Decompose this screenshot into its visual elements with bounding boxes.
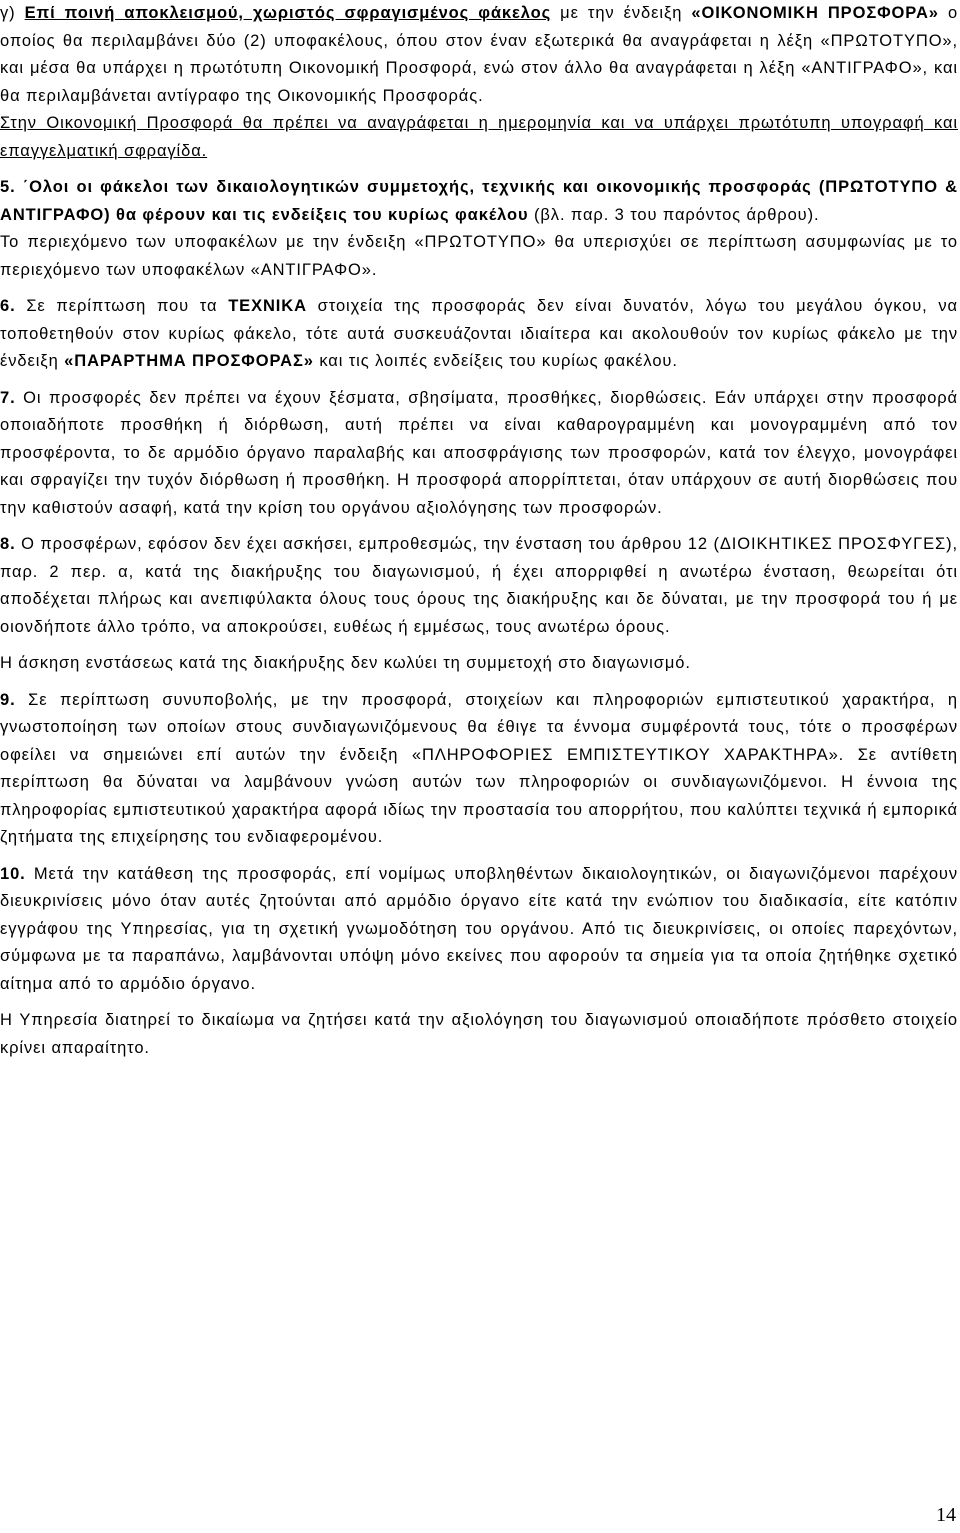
paragraph-8-objection: Η άσκηση ενστάσεως κατά της διακήρυξης δεν κωλύει τη συμμετοχή στο διαγωνισμό.	[0, 654, 691, 672]
paragraph-7: 7. Οι προσφορές δεν πρέπει να έχουν ξέσματα, σβησίματα, προσθήκες, διορθώσεις. Εάν υπάρχει στην προσφορά οποιαδήποτε προσθήκη ή διόρθωση, αυτή πρέπει να είναι καθαρογραμμένη και μονογραμμένη από τον προσφέροντα, το δε αρμόδιο όργανο παραλαβής και αποσφράγισης των προσφορών, κατά τον έλεγχο, μονογράφει και σφραγίζει την τυχόν διόρθωση ή προσθήκη. Η προσφορά απορρίπτεται, όταν υπάρχουν σε αυτή διορθώσεις που την καθιστούν ασαφή, κατά την κρίση του οργάνου αξιολόγησης των προσφορών.	[0, 388, 958, 517]
item-number-10: 10.	[0, 864, 26, 883]
paragraph-g: γ) Επί ποινή αποκλεισμού, χωριστός σφραγισμένος φάκελος με την ένδειξη «ΟΙΚΟΝΟΜΙΚΗ ΠΡΟΣΦΟΡΑ» ο οποίος θα περιλαμβάνει δύο (2) υποφακέλους, όπου στον έναν εξωτερικά θα αναγράφεται η λέξη «ΠΡΩΤΟΤΥΠΟ», και μέσα θα υπάρχει η πρωτότυπη Οικονομική Προσφορά, ενώ στον άλλο θα αναγράφεται η λέξη «ΑΝΤΙΓΡΑΦΟ», και θα περιλαμβάνεται αντίγραφο της Οικονομικής Προσφοράς.	[0, 4, 959, 105]
item-number-7: 7.	[0, 388, 16, 407]
paragraph-signature-requirement: Στην Οικονομική Προσφορά θα πρέπει να αναγράφεται η ημερομηνία και να υπάρχει πρωτότυπη υπογραφή και επαγγελματική σφραγίδα.	[0, 114, 958, 160]
item-number-9: 9.	[0, 690, 16, 709]
paragraph-5-original-precedence: Το περιεχόμενο των υποφακέλων με την ένδειξη «ΠΡΩΤΟΤΥΠΟ» θα υπερισχύει σε περίπτωση ασυμφωνίας με το περιεχόμενο των υποφακέλων «ΑΝΤΙΓΡΑΦΟ».	[0, 233, 958, 279]
paragraph-6: 6. Σε περίπτωση που τα ΤΕΧΝΙΚΑ στοιχεία της προσφοράς δεν είναι δυνατόν, λόγω του μεγάλου όγκου, να τοποθετηθούν στον κυρίως φάκελο, τότε αυτά συσκευάζονται ιδιαίτερα και ακολουθούν τον κυρίως φάκελο με την ένδειξη «ΠΑΡΑΡΤΗΜΑ ΠΡΟΣΦΟΡΑΣ» και τις λοιπές ενδείξεις του κυρίως φακέλου.	[0, 297, 958, 370]
envelopes-clause: ΄Ολοι οι φάκελοι των δικαιολογητικών συμμετοχής, τεχνικής και οικονομικής προσφοράς (ΠΡΩΤΟΤΥΠΟ & ΑΝΤΙΓΡΑΦΟ) θα φέρουν και τις ενδείξεις του κυρίως φακέλου	[0, 178, 958, 224]
paragraph-10-service-right: Η Υπηρεσία διατηρεί το δικαίωμα να ζητήσει κατά την αξιολόγηση του διαγωνισμού οποιαδήποτε πρόσθετο στοιχείο κρίνει απαραίτητο.	[0, 1011, 958, 1057]
offer-annex-label: «ΠΑΡΑΡΤΗΜΑ ΠΡΟΣΦΟΡΑΣ»	[64, 352, 314, 370]
paragraph-9: 9. Σε περίπτωση συνυποβολής, με την προσφορά, στοιχείων και πληροφοριών εμπιστευτικού χαρακτήρα, η γνωστοποίηση των οποίων στους συνδιαγωνιζόμενους θα έθιγε τα έννομα συμφέροντά τους, τότε ο προσφέρων οφείλει να σημειώνει επί αυτών την ένδειξη «ΠΛΗΡΟΦΟΡΙΕΣ ΕΜΠΙΣΤΕΥΤΙΚΟΥ ΧΑΡΑΚΤΗΡΑ». Σε αντίθετη περίπτωση θα δύναται να λαμβάνουν γνώση αυτών των πληροφοριών οι συνδιαγωνιζόμενοι. Η έννοια της πληροφορίας εμπιστευτικού χαρακτήρα αφορά ιδίως την προστασία του απορρήτου, που καλύπτει τεχνικά ή εμπορικά ζητήματα της επιχείρησης του ενδιαφερομένου.	[0, 690, 958, 846]
item-marker-g: γ)	[0, 4, 25, 22]
paragraph-8: 8. Ο προσφέρων, εφόσον δεν έχει ασκήσει, εμπροθεσμώς, την ένσταση του άρθρου 12 (ΔΙΟΙΚΗΤΙΚΕΣ ΠΡΟΣΦΥΓΕΣ), παρ. 2 περ. α, κατά της διακήρυξης του διαγωνισμού, ή έχει απορριφθεί η ανωτέρω ένσταση, θεωρείται ότι αποδέχεται πλήρως και ανεπιφύλακτα όλους τους όρους της διακήρυξης και δε δύναται, με την προσφορά του ή με οιονδήποτε άλλο τρόπο, να αποκρούσει, ευθέως ή εμμέσως, τους ανωτέρω όρους.	[0, 535, 958, 636]
paragraph-5: 5. ΄Ολοι οι φάκελοι των δικαιολογητικών συμμετοχής, τεχνικής και οικονομικής προσφοράς (ΠΡΩΤΟΤΥΠΟ & ΑΝΤΙΓΡΑΦΟ) θα φέρουν και τις ενδείξεις του κυρίως φακέλου (βλ. παρ. 3 του παρόντος άρθρου).	[0, 178, 958, 224]
item-number-6: 6.	[0, 297, 16, 315]
technical-label: ΤΕΧΝΙΚΑ	[228, 297, 307, 315]
paragraph-10: 10. Μετά την κατάθεση της προσφοράς, επί νομίμως υποβληθέντων δικαιολογητικών, οι διαγωνιζόμενοι παρέχουν διευκρινίσεις μόνο όταν αυτές ζητούνται από αρμόδιο όργανο είτε κατά την ενώπιον του διαδικασία, είτε κατόπιν εγγράφου της Υπηρεσίας, για τη σχετική γνωμοδότηση του οργάνου. Από τις διευκρινίσεις, οι οποίες παρεχόντων, σύμφωνα με τα παραπάνω, λαμβάνονται υπόψη μόνο εκείνες που αφορούν τα σημεία για τα οποία ζητήθηκε σχετικό αίτημα από το αρμόδιο όργανο.	[0, 864, 958, 993]
item-number-5: 5.	[0, 178, 16, 196]
financial-offer-label: «ΟΙΚΟΝΟΜΙΚΗ ΠΡΟΣΦΟΡΑ»	[691, 4, 939, 22]
page-number: 14	[936, 1504, 956, 1526]
item-number-8: 8.	[0, 535, 16, 553]
exclusion-clause: Επί ποινή αποκλεισμού, χωριστός σφραγισμένος φάκελος	[24, 4, 552, 22]
